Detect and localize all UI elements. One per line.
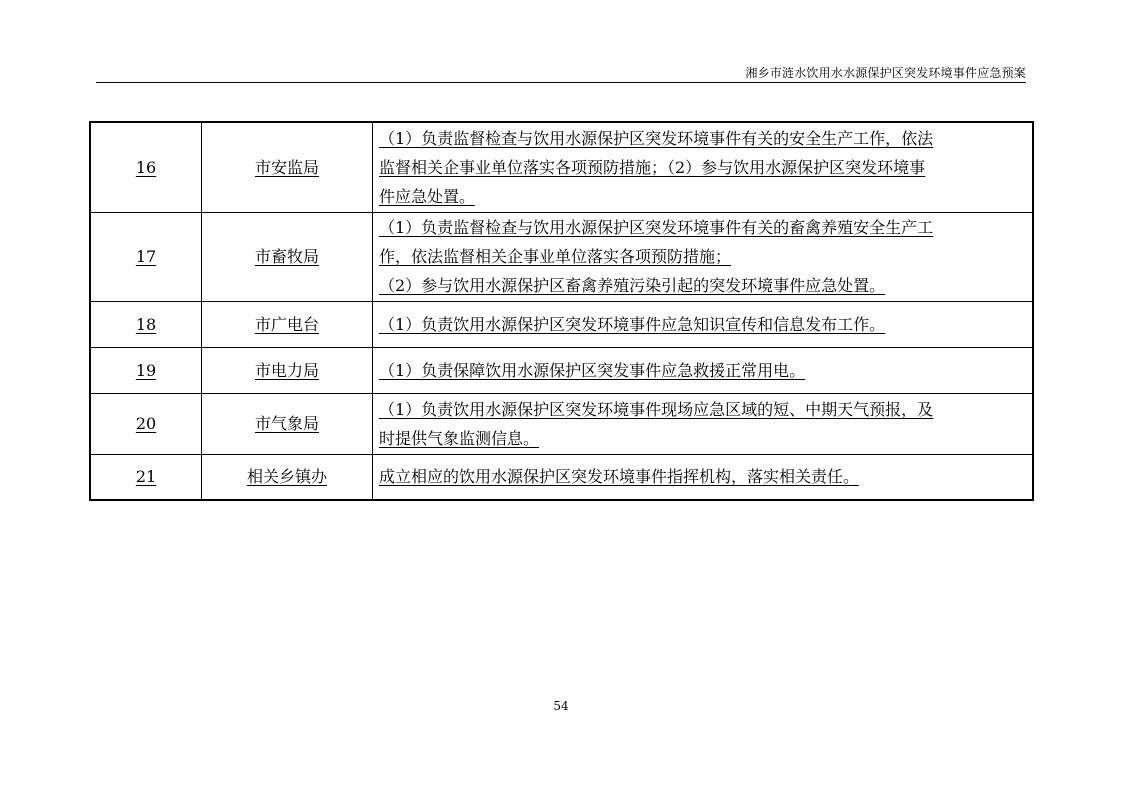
duty-cell xyxy=(373,347,1034,393)
department-name: 市气象局 xyxy=(254,414,319,433)
row-number-cell xyxy=(90,454,202,500)
department-cell xyxy=(202,393,373,454)
duty-line: （1）负责保障饮用水源保护区突发事件应急救援正常用电。 xyxy=(379,360,806,380)
department-name: 相关乡镇办 xyxy=(246,467,327,487)
row-number: 20 xyxy=(135,414,157,433)
duty-line: 时提供气象监测信息。 xyxy=(379,428,540,448)
page-number: 54 xyxy=(553,699,569,713)
duty-cell xyxy=(373,301,1034,347)
header-rule xyxy=(96,82,1026,83)
row-number: 16 xyxy=(135,157,157,177)
row-number-cell xyxy=(90,393,202,454)
duty-line: 成立相应的饮用水源保护区突发环境事件指挥机构，落实相关责任。 xyxy=(379,467,860,487)
table-row xyxy=(90,301,1033,347)
duty-line: （1）负责监督检查与饮用水源保护区突发环境事件有关的畜禽养殖安全生产工 xyxy=(379,218,934,237)
duty-cell xyxy=(373,393,1034,454)
table-row xyxy=(90,347,1033,393)
row-number: 21 xyxy=(135,467,157,487)
row-number: 17 xyxy=(135,247,157,266)
table-row xyxy=(90,393,1033,454)
table-row xyxy=(90,122,1033,212)
duty-cell xyxy=(373,212,1034,301)
row-number-cell xyxy=(90,122,202,212)
duty-line: 件应急处置。 xyxy=(379,186,476,206)
duty-line: （1）负责监督检查与饮用水源保护区突发环境事件有关的安全生产工作，依法 xyxy=(379,128,934,148)
duty-cell xyxy=(373,122,1034,212)
duty-cell xyxy=(373,454,1034,500)
department-cell xyxy=(202,122,373,212)
responsibility-table xyxy=(89,121,1034,501)
duty-line: （1）负责饮用水源保护区突发环境事件应急知识宣传和信息发布工作。 xyxy=(379,314,886,334)
department-name: 市广电台 xyxy=(254,314,319,334)
duty-line: 监督相关企事业单位落实各项预防措施；（2）参与饮用水源保护区突发环境事 xyxy=(379,157,926,177)
table-row xyxy=(90,454,1033,500)
department-cell xyxy=(202,212,373,301)
department-cell xyxy=(202,347,373,393)
row-number-cell xyxy=(90,347,202,393)
duty-line: （1）负责饮用水源保护区突发环境事件现场应急区域的短、中期天气预报，及 xyxy=(379,399,934,419)
department-cell xyxy=(202,301,373,347)
document-header-title: 湘乡市涟水饮用水水源保护区突发环境事件应急预案 xyxy=(745,66,1026,80)
row-number: 18 xyxy=(135,314,157,334)
row-number-cell xyxy=(90,212,202,301)
department-name: 市电力局 xyxy=(254,360,319,380)
department-cell xyxy=(202,454,373,500)
duty-line: 作，依法监督相关企事业单位落实各项预防措施； xyxy=(379,247,732,266)
duty-line: （2）参与饮用水源保护区畜禽养殖污染引起的突发环境事件应急处置。 xyxy=(379,276,886,295)
department-name: 市安监局 xyxy=(254,157,319,177)
table-row xyxy=(90,212,1033,301)
row-number: 19 xyxy=(135,360,157,380)
row-number-cell xyxy=(90,301,202,347)
department-name: 市畜牧局 xyxy=(254,247,319,266)
